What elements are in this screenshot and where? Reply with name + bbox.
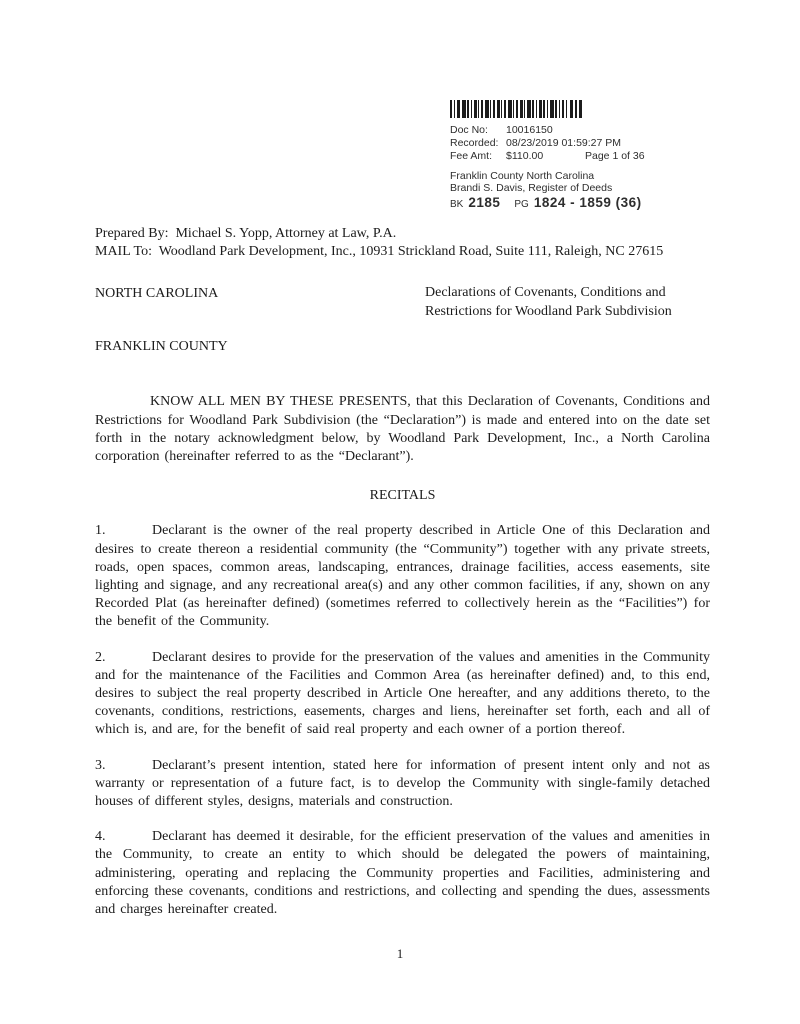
document-body — [95, 225, 710, 919]
caption-block — [95, 285, 710, 363]
recital-paragraph-1 — [95, 522, 710, 631]
document-title: Declarations of Covenants, Conditions and Restrictions for Woodland Park Subdivision — [425, 285, 672, 320]
stamp-doc-no — [450, 124, 700, 136]
recital-paragraph-2 — [95, 649, 710, 740]
preparer-block — [95, 225, 710, 261]
doc-no-label: Doc No: — [450, 124, 488, 136]
fee-value: $110.00 — [506, 150, 544, 162]
stamp-recorded — [450, 137, 700, 149]
recording-stamp — [450, 100, 700, 211]
recitals-heading: RECITALS — [369, 488, 436, 504]
paragraph-text: Declarant is the owner of the real property described in Article One of this Declaration and desires to create thereon a residential community (the “Community”) together with any private streets, roads, open spaces, common areas, landscaping, entrances, drainage facilities, access easements, site lighting and signage, and any recreational area(s) and any other common facilities, if any, shown on any Recorded Plat (as hereinafter defined) (sometimes referred to collectively herein as the “Facilities”) for the benefit of the Community. — [95, 523, 710, 630]
stamp-book-page — [450, 197, 700, 211]
paragraph-number: 1. — [95, 523, 106, 539]
paragraph-number: 4. — [95, 829, 106, 845]
caption-state: NORTH CAROLINA — [95, 286, 219, 302]
pg-label: PG — [514, 199, 529, 210]
stamp-page-info: Page 1 of 36 — [585, 150, 645, 162]
stamp-county-line: Franklin County North Carolina — [450, 170, 595, 182]
recorded-label: Recorded: — [450, 137, 499, 149]
barcode-icon — [450, 100, 582, 118]
stamp-register-line: Brandi S. Davis, Register of Deeds — [450, 182, 613, 194]
mail-to-line: MAIL To: Woodland Park Development, Inc., 10931 Strickland Road, Suite 111, Raleigh, NC 27615 — [95, 244, 664, 260]
bk-value: 2185 — [468, 195, 501, 210]
page-number: 1 — [396, 946, 404, 961]
paragraph-text: Declarant desires to provide for the preservation of the values and amenities in the Community and for the maintenance of the Facilities and Common Area (as hereinafter defined) and, to this end, desires to subject the real property described in Article One hereafter, and any additions thereto, to the covenants, conditions, restrictions, easements, charges and liens, hereinafter set forth, each and all of which is, and are, for the benefit of said real property and each owner of a portion thereof. — [95, 649, 710, 738]
paragraph-number: 2. — [95, 649, 106, 665]
recital-paragraph-4 — [95, 828, 710, 919]
stamp-fee — [450, 150, 700, 162]
paragraph-text: Declarant has deemed it desirable, for the efficient preservation of the values and amenities in the Community, to create an entity to which should be delegated the powers of maintaining, administering, operating and replacing the Community properties and Facilities, administering and enforcing these covenants, conditions and restrictions, and collecting and spending the dues, assessments and charges hereinafter created. — [95, 829, 710, 918]
pg-value: 1824 - 1859 (36) — [533, 195, 642, 210]
recital-paragraph-3 — [95, 757, 710, 812]
fee-label: Fee Amt: — [450, 150, 493, 162]
recorded-value: 08/23/2019 01:59:27 PM — [506, 137, 622, 149]
prepared-by-line: Prepared By: Michael S. Yopp, Attorney at Law, P.A. — [95, 226, 397, 241]
opening-paragraph: KNOW ALL MEN BY THESE PRESENTS, that this Declaration of Covenants, Conditions and Restrictions for Woodland Park Subdivision (the “Declaration”) is made and entered into on the date set forth in the notary acknowledgment below, by Woodland Park Development, Inc., a North Carolina corporation (hereinafter referred to as the “Declarant”). — [95, 394, 710, 465]
caption-county: FRANKLIN COUNTY — [95, 339, 228, 355]
doc-no-value: 10016150 — [506, 124, 553, 136]
paragraph-text: Declarant’s present intention, stated here for information of present intent only and not as warranty or representation of a future fact, is to develop the Community with single-family detached houses of different styles, designs, materials and construction. — [95, 757, 710, 810]
paragraph-number: 3. — [95, 757, 106, 773]
bk-label: BK — [450, 199, 464, 210]
